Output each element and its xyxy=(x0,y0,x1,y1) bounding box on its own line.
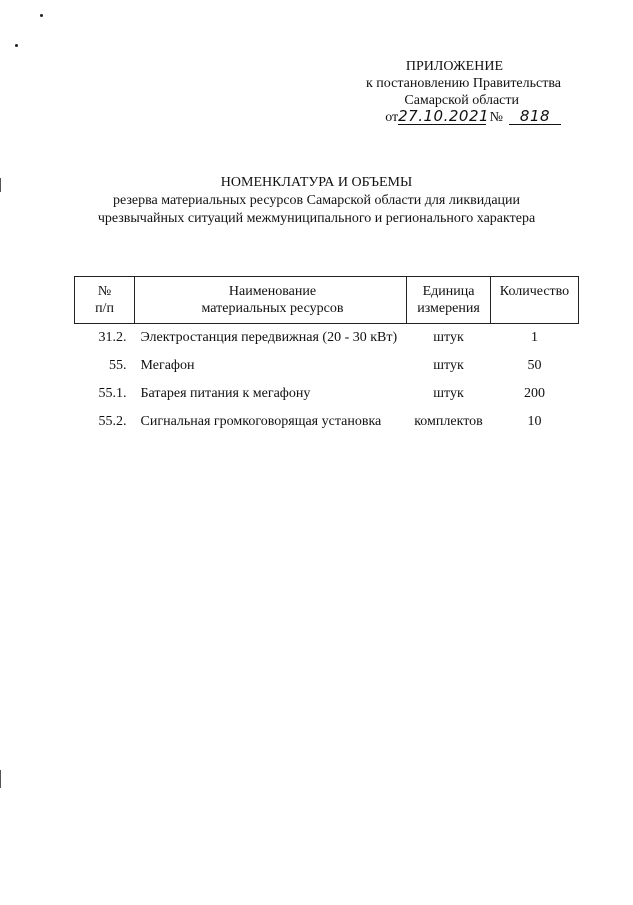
row-quantity: 50 xyxy=(527,358,542,373)
table-row xyxy=(75,352,579,380)
row-name: Мегафон xyxy=(140,358,195,373)
row-unit: штук xyxy=(433,330,464,345)
appendix-title: ПРИЛОЖЕНИЕ xyxy=(405,59,503,74)
table-header xyxy=(75,277,579,324)
scan-edge-line xyxy=(0,770,1,788)
table-header-row xyxy=(75,277,579,324)
scan-speck xyxy=(15,44,18,47)
appendix-line-1: к постановлению Правительства xyxy=(365,76,561,91)
table-row xyxy=(75,324,579,353)
heading-subtitle-line-2: чрезвычайных ситуаций межмуниципального и регионального характера xyxy=(97,211,536,226)
table-row xyxy=(75,380,579,408)
header-unit-line-2: измерения xyxy=(417,301,480,316)
appendix-date-line xyxy=(366,109,561,126)
row-quantity: 1 xyxy=(531,330,538,345)
row-unit: штук xyxy=(433,358,464,373)
header-number-line-1: № xyxy=(97,284,112,299)
row-quantity: 200 xyxy=(524,386,545,401)
resources-table xyxy=(74,276,579,436)
handwritten-date: 27.10.2021 xyxy=(398,107,490,125)
row-quantity: 10 xyxy=(527,414,542,429)
number-prefix: № xyxy=(489,110,503,125)
header-name-line-2: материальных ресурсов xyxy=(201,301,344,316)
heading-subtitle-line-1: резерва материальных ресурсов Самарской области для ликвидации xyxy=(112,193,521,208)
row-unit: комплектов xyxy=(414,414,483,429)
header-unit xyxy=(407,277,491,324)
row-number: 55. xyxy=(109,358,127,373)
heading-title: НОМЕНКЛАТУРА И ОБЪЕМЫ xyxy=(220,175,413,190)
table-body xyxy=(75,324,579,437)
header-number-line-2: п/п xyxy=(95,301,114,316)
table-row xyxy=(75,408,579,436)
appendix-block xyxy=(366,58,561,126)
row-name: Батарея питания к мегафону xyxy=(140,386,311,401)
header-name-line-1: Наименование xyxy=(228,284,317,299)
handwritten-number: 818 xyxy=(509,109,561,125)
header-name xyxy=(135,277,407,324)
date-prefix: от xyxy=(385,110,399,125)
row-unit: штук xyxy=(433,386,464,401)
row-number: 55.2. xyxy=(98,414,127,429)
row-name: Сигнальная громкоговорящая установка xyxy=(140,414,382,429)
header-unit-line-1: Единица xyxy=(422,284,475,299)
scan-speck xyxy=(40,14,43,17)
document-heading xyxy=(0,174,633,228)
row-number: 31.2. xyxy=(98,330,127,345)
appendix-line-2: Самарской области xyxy=(404,93,519,108)
header-number xyxy=(75,277,135,324)
header-quantity: Количество xyxy=(491,277,579,324)
row-name: Электростанция передвижная (20 - 30 кВт) xyxy=(140,330,398,345)
row-number: 55.1. xyxy=(98,386,127,401)
